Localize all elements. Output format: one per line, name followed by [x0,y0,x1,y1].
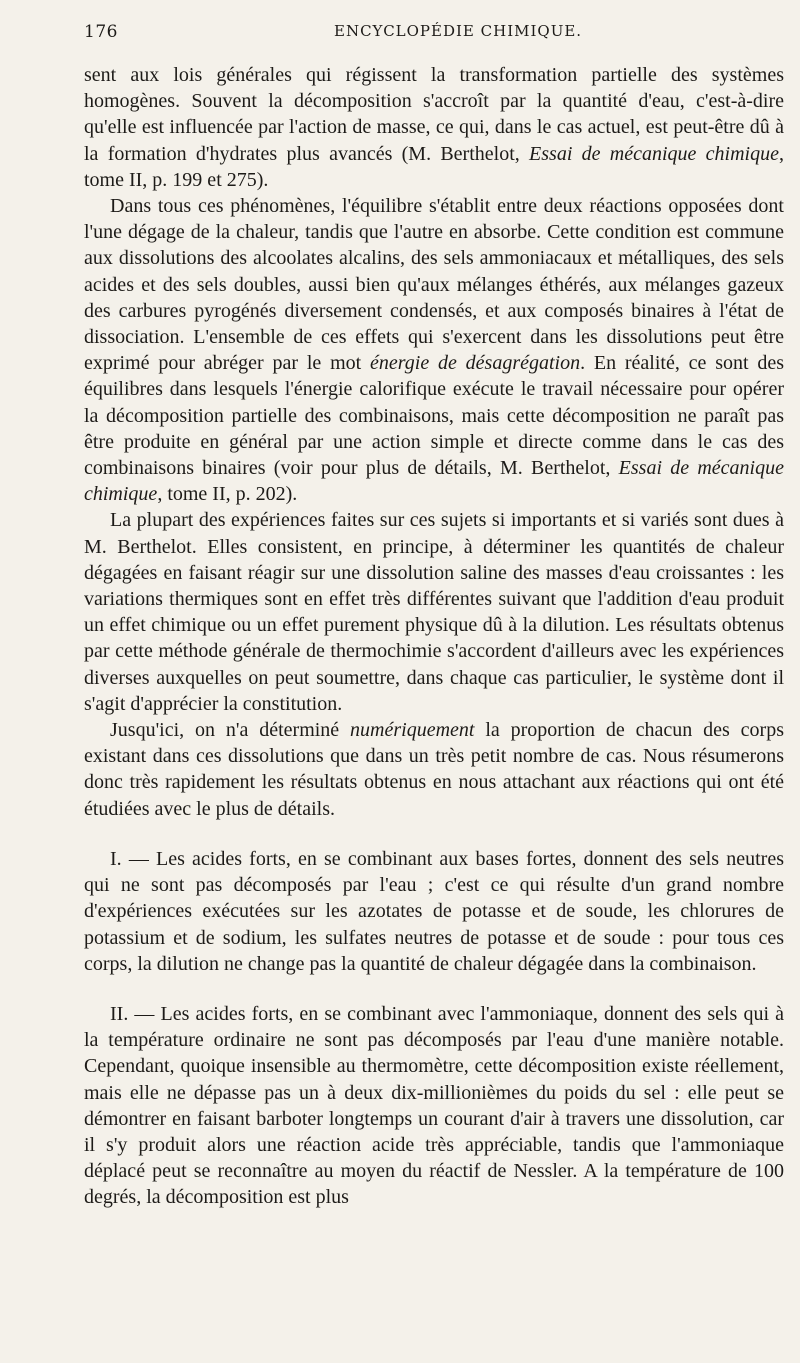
running-title: ENCYCLOPÉDIE CHIMIQUE. [334,22,583,40]
section-gap [84,977,784,1001]
section-gap [84,822,784,846]
paragraph-section-i: I. — Les acides forts, en se combinant aux bases fortes, donnent des sels neutres qui ne sont pas décomposés par l'eau ; c'est ce qui résulte d'un grand nombre d'expériences exécutées sur les azotates de potasse et de soude, les chlorures de potassium et de sodium, les sulfates neutres de potasse et de soude : pour tous ces corps, la dilution ne change pas la quantité de chaleur dégagée dans la combinaison. [84,847,784,975]
page-number: 176 [84,22,118,42]
paragraph-numeriquement: Jusqu'ici, on n'a déterminé numériquement la proportion de chacun des corps existant dans ces dissolutions que dans un très petit nombre de cas. Nous résumerons donc très rapidement les résultats obtenus en nous attachant aux réactions qui ont été étudiées avec le plus de détails. [84,719,784,820]
paragraph-section-ii: II. — Les acides forts, en se combinant avec l'ammoniaque, donnent des sels qui à la température ordinaire ne sont pas décomposés par l'eau d'une manière notable. Cependant, quoique insensible au thermomètre, cette décomposition existe réellement, mais elle ne dépasse pas un à deux dix-millionièmes du poids du sel : elle peut se démontrer en faisant barboter longtemps un courant d'air à travers une dissolution, car il s'y produit alors une réaction acide très appréciable, tandis que l'ammoniaque déplacé peut se reconnaître au moyen du réactif de Nessler. A la température de 100 degrés, la décomposition est plus [84,1002,784,1209]
paragraph-continuation: sent aux lois générales qui régissent la transformation partielle des systèmes homogènes. Souvent la décomposition s'accroît par la quantité d'eau, c'est-à-dire qu'elle est influencée par l'action de masse, ce qui, dans le cas actuel, est peut-être dû à la formation d'hydrates plus avancés (M. Berthelot, Essai de mécanique chimique, tome II, p. 199 et 275). [84,64,784,191]
paragraph-equilibrium: Dans tous ces phénomènes, l'équilibre s'établit entre deux réactions opposées dont l'une dégage de la chaleur, tandis que l'autre en absorbe. Cette condition est commune aux dissolutions des alcoolates alcalins, des sels ammoniacaux et métalliques, des sels acides et des sels doubles, aussi bien qu'aux mélanges éthérés, aux mélanges gazeux des carbures pyrogénés diversement condensés, et aux composés binaires à l'état de dissociation. L'ensemble de ces effets qui s'exercent dans les dissolutions peut être exprimé pour abréger par le mot énergie de désagrégation. En réalité, ce sont des équilibres dans lesquels l'énergie calorifique exécute le travail nécessaire pour opérer la décomposition partielle des combinaisons, mais cette décomposition ne paraît pas être produite en général par une action simple et directe comme dans le cas des combinaisons binaires (voir pour plus de détails, M. Berthelot, Essai de mécanique chimique, tome II, p. 202). [84,195,784,506]
page-header [84,18,784,48]
body-text [84,62,784,1211]
paragraph-experiences: La plupart des expériences faites sur ces sujets si importants et si variés sont dues à M. Berthelot. Elles consistent, en principe, à déterminer les quantités de chaleur dégagées en faisant réagir sur une dissolution saline des masses d'eau croissantes : les variations thermiques sont en effet très différentes suivant que l'addition d'eau produit un effet chimique ou un effet purement physique dû à la dilution. Les résultats obtenus par cette méthode générale de thermochimie s'accordent d'ailleurs avec les expériences diverses auxquelles on peut soumettre, dans chaque cas particulier, le système dont il s'agit d'apprécier la constitution. [84,509,784,715]
document-page [84,18,784,1211]
